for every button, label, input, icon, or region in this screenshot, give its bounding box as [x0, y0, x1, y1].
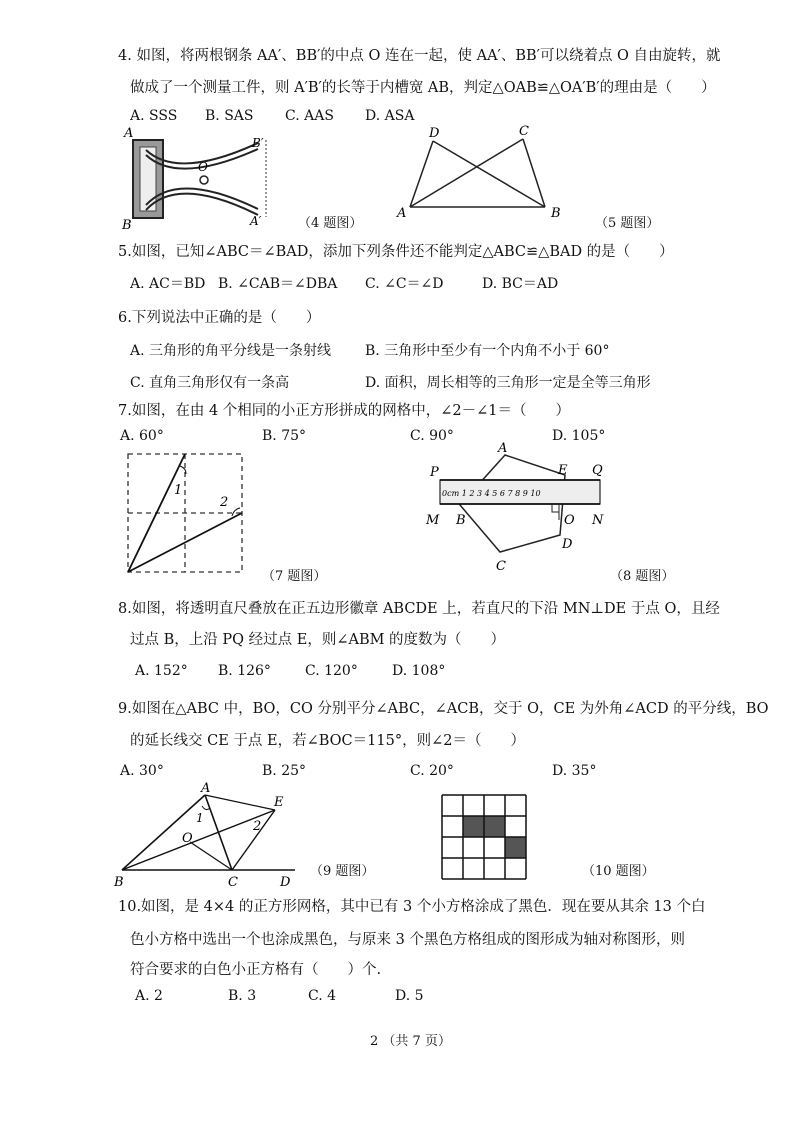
- q9-option-c: C. 20°: [410, 763, 454, 779]
- q5-caption: （5 题图）: [595, 216, 660, 231]
- q7-option-d: D. 105°: [552, 428, 606, 444]
- q8-ruler-scale: 0cm 1 2 3 4 5 6 7 8 9 10: [442, 489, 541, 498]
- q9-label-o: O: [182, 831, 193, 846]
- q9-label-b: B: [114, 875, 124, 890]
- q7-figure: [120, 448, 250, 578]
- q8-label-p: P: [430, 465, 439, 480]
- q8-label-d: D: [562, 537, 573, 552]
- q6-stem-line1: 6.下列说法中正确的是（ ）: [118, 310, 321, 326]
- q10-stem-line1: 10.如图，是 4×4 的正方形网格，其中已有 3 个小方格涂成了黑色．现在要从其余 13 个白: [118, 899, 706, 915]
- q6-option-d: D. 面积，周长相等的三角形一定是全等三角形: [365, 375, 651, 391]
- q4-label-a: A: [124, 126, 134, 141]
- q5-figure: [395, 125, 575, 225]
- q4-stem-line1: 4. 如图，将两根钢条 AA′、BB′的中点 O 连在一起，使 AA′、BB′可以绕着点 O 自由旋转，就: [118, 48, 721, 64]
- q4-option-b: B. SAS: [205, 108, 254, 124]
- q8-option-b: B. 126°: [218, 663, 271, 679]
- q4-caption: （4 题图）: [298, 216, 363, 231]
- q4-label-b: B: [122, 218, 132, 233]
- q5-label-b: B: [551, 206, 561, 221]
- q10-stem-line3: 符合要求的白色小正方格有（ ）个.: [130, 962, 382, 978]
- q9-caption: （9 题图）: [310, 864, 375, 879]
- q7-option-b: B. 75°: [262, 428, 307, 444]
- q8-figure: [420, 440, 620, 580]
- q8-label-o: O: [564, 513, 575, 528]
- q5-label-c: C: [519, 124, 529, 139]
- q10-option-b: B. 3: [228, 988, 257, 1004]
- q8-label-n: N: [592, 513, 604, 528]
- q4-figure: [118, 125, 278, 235]
- q7-caption: （7 题图）: [262, 569, 327, 584]
- q6-option-a: A. 三角形的角平分线是一条射线: [130, 343, 332, 359]
- q10-figure: [440, 793, 530, 883]
- q4-label-o: O: [198, 160, 208, 174]
- q9-option-a: A. 30°: [120, 763, 164, 779]
- q4-label-a-prime: A′: [250, 214, 262, 228]
- q4-option-c: C. AAS: [285, 108, 334, 124]
- q10-option-c: C. 4: [308, 988, 337, 1004]
- q9-stem-line2: 的延长线交 CE 于点 E，若∠BOC＝115°，则∠2＝（ ）: [130, 733, 525, 749]
- q7-angle2-label: 2: [220, 495, 229, 510]
- q9-label-e: E: [274, 795, 284, 810]
- q5-stem-line1: 5.如图，已知∠ABC＝∠BAD，添加下列条件还不能判定△ABC≌△BAD 的是（ ）: [118, 244, 674, 260]
- q8-label-m: M: [426, 513, 440, 528]
- q7-angle1-label: 1: [174, 483, 183, 498]
- q5-label-d: D: [429, 126, 440, 141]
- q8-option-a: A. 152°: [135, 663, 188, 679]
- q6-option-b: B. 三角形中至少有一个内角不小于 60°: [365, 343, 610, 359]
- q9-figure: [110, 780, 310, 890]
- q8-stem-line2: 过点 B，上沿 PQ 经过点 E，则∠ABM 的度数为（ ）: [130, 632, 506, 648]
- q8-label-q: Q: [592, 463, 603, 478]
- q5-option-a: A. AC＝BD: [130, 276, 206, 292]
- q9-option-d: D. 35°: [552, 763, 597, 779]
- q9-angle1-label: 1: [196, 811, 204, 825]
- q8-option-d: D. 108°: [392, 663, 446, 679]
- q4-option-d: D. ASA: [365, 108, 415, 124]
- q4-label-b-prime: B′: [252, 136, 264, 150]
- q9-label-a: A: [201, 781, 211, 796]
- q8-stem-line1: 8.如图，将透明直尺叠放在正五边形徽章 ABCDE 上，若直尺的下沿 MN⊥DE 于点 O，且经: [118, 601, 720, 617]
- q9-label-d: D: [280, 875, 291, 890]
- page-footer: 2 （共 7 页）: [370, 1034, 451, 1049]
- q10-caption: （10 题图）: [582, 864, 655, 879]
- q8-label-b: B: [456, 513, 466, 528]
- q5-label-a: A: [397, 206, 407, 221]
- q7-option-a: A. 60°: [120, 428, 164, 444]
- q10-option-d: D. 5: [395, 988, 424, 1004]
- q9-stem-line1: 9.如图在△ABC 中，BO，CO 分别平分∠ABC，∠ACB，交于 O，CE 为外角∠ACD 的平分线，BO: [118, 701, 769, 717]
- q5-option-c: C. ∠C＝∠D: [365, 276, 444, 292]
- q8-caption: （8 题图）: [610, 569, 675, 584]
- q6-option-c: C. 直角三角形仅有一条高: [130, 375, 290, 391]
- q8-label-e: E: [558, 463, 568, 478]
- q9-label-c: C: [228, 875, 238, 890]
- q8-option-c: C. 120°: [305, 663, 358, 679]
- q4-stem-line2: 做成了一个测量工件，则 A′B′的长等于内槽宽 AB，判定△OAB≌△OA′B′的理由是（ ）: [130, 80, 716, 96]
- q7-stem-line1: 7.如图，在由 4 个相同的小正方形拼成的网格中，∠2－∠1＝（ ）: [118, 403, 571, 419]
- q7-option-c: C. 90°: [410, 428, 454, 444]
- q9-option-b: B. 25°: [262, 763, 307, 779]
- q4-option-a: A. SSS: [130, 108, 178, 124]
- q8-label-a: A: [498, 441, 508, 456]
- q10-option-a: A. 2: [135, 988, 163, 1004]
- q5-option-b: B. ∠CAB＝∠DBA: [218, 276, 338, 292]
- q5-option-d: D. BC＝AD: [482, 276, 559, 292]
- q9-angle2-label: 2: [253, 819, 262, 834]
- q8-label-c: C: [496, 559, 506, 574]
- q10-stem-line2: 色小方格中选出一个也涂成黑色，与原来 3 个黑色方格组成的图形成为轴对称图形，则: [130, 932, 685, 948]
